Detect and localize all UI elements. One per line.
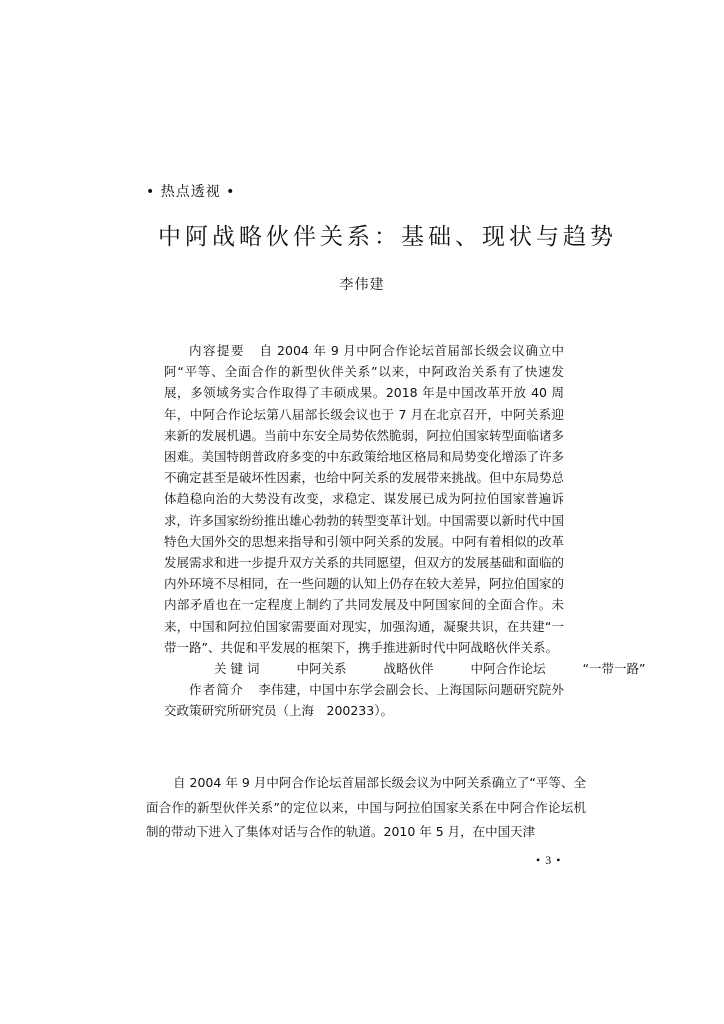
keyword-item: “一带一路”: [582, 661, 646, 677]
bio-text: 李伟建，中国中东学会副会长、上海国际问题研究院外交政策研究所研究员（上海 200233）。: [164, 682, 564, 719]
body-paragraph: 自 2004 年 9 月中阿合作论坛首届部长级会议为中阿关系确立了“平等、全面合作的新型伙伴关系”的定位以来，中国与阿拉伯国家关系在中阿合作论坛机制的带动下进入了集体对话与合作的轨道。2010 年 5 月，在中国天津: [146, 775, 586, 839]
author-bio: [164, 679, 564, 721]
keywords-label: 关 键 词: [214, 661, 260, 677]
keyword-item: 战略伙伴: [383, 661, 434, 677]
page-number: • 3 •: [536, 853, 562, 867]
bio-label: 作者简介: [189, 682, 244, 698]
article-author: 李伟建: [339, 277, 385, 293]
abstract-paragraph: [164, 340, 564, 658]
column-tag: • 热点透视 •: [146, 184, 236, 200]
abstract-block: [164, 340, 646, 722]
article-title: 中阿战略伙伴关系：基础、现状与趋势: [158, 224, 617, 250]
keyword-item: 中阿合作论坛: [470, 661, 546, 677]
keywords-row: [164, 658, 646, 679]
abstract-label: 内容提要: [189, 343, 246, 358]
body-text: [146, 771, 586, 845]
abstract-text: 自 2004 年 9 月中阿合作论坛首届部长级会议确立中阿“平等、全面合作的新型伙伴关系”以来，中阿政治关系有了快速发展，多领域务实合作取得了丰硕成果。2018 年是中国改革开放 40 周年，中阿合作论坛第八届部长级会议也于 7 月在北京召开，中阿关系迎来新的发展机遇。当前中东安全局势依然脆弱，阿拉伯国家转型面临诸多困难。美国特朗普政府多变的中东政策给地区格局和局势变化增添了许多不确定甚至是破坏性因素，也给中阿关系的发展带来挑战。但中东局势总体趋稳向治的大势没有改变，求稳定、谋发展已成为阿拉伯国家普遍诉求，许多国家纷纷推出雄心勃勃的转型变革计划。中国需要以新时代中国特色大国外交的思想来指导和引领中阿关系的发展。中阿有着相似的改革发展需求和进一步提升双方关系的共同愿望，但双方的发展基础和面临的内外环境不尽相同，在一些问题的认知上仍存在较大差异，阿拉伯国家的内部矛盾也在一定程度上制约了共同发展及中阿国家间的全面合作。未来，中国和阿拉伯国家需要面对现实，加强沟通，凝聚共识，在共建“一带一路”、共促和平发展的框架下，携手推进新时代中阿战略伙伴关系。: [164, 343, 565, 655]
keyword-item: 中阿关系: [296, 661, 347, 677]
